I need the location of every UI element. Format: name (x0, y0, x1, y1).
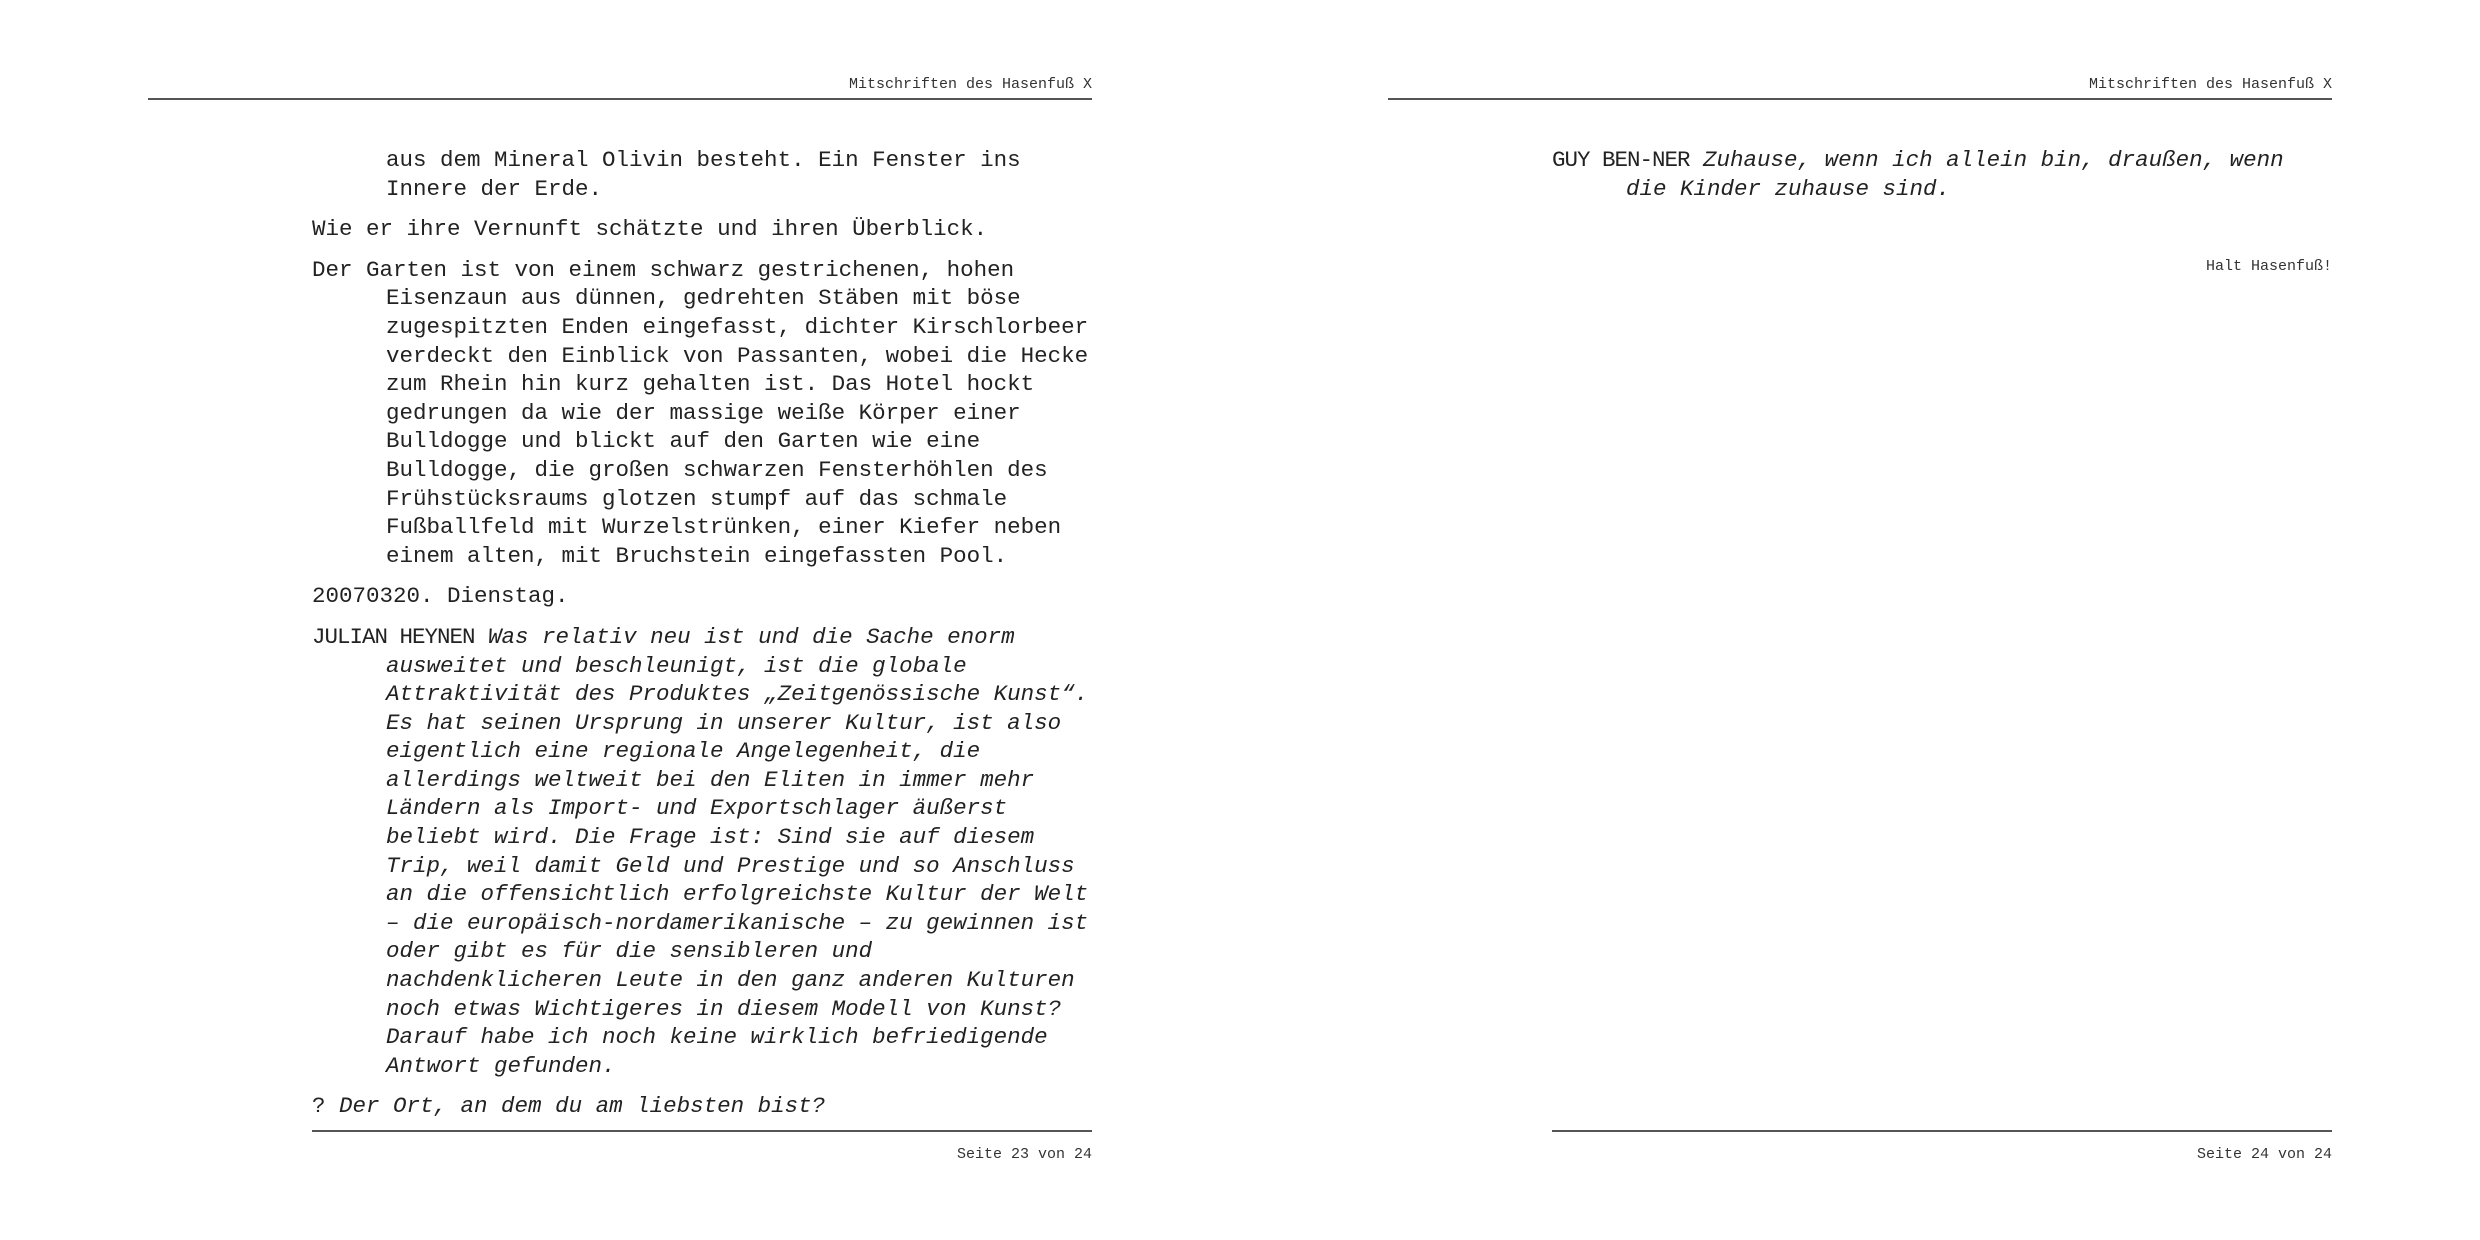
answer-paragraph (1552, 146, 2334, 203)
paragraph: Wie er ihre Vernunft schätzte und ihren Überblick. (312, 216, 988, 243)
running-header: Mitschriften des Hasenfuß X (848, 76, 1092, 93)
running-header: Mitschriften des Hasenfuß X (2088, 76, 2332, 93)
footer-rule (1552, 1130, 2332, 1132)
page-body (312, 146, 1094, 1133)
answer-text: Zuhause, wenn ich allein bin, draußen, wenn die Kinder zuhause sind. (1626, 147, 2284, 202)
footer-rule (312, 1130, 1092, 1132)
header-rule (148, 98, 1092, 100)
page-right (1240, 0, 2480, 1240)
question-text: Der Ort, an dem du am liebsten bist? (339, 1093, 826, 1120)
signoff: Halt Hasenfuß! (2205, 258, 2332, 275)
question-mark: ? (312, 1093, 326, 1120)
quote-paragraph (312, 623, 1094, 1081)
speaker-name: GUY BEN-NER (1552, 147, 1690, 173)
quote-text: Was relativ neu ist und die Sache enorm ausweitet und beschleunigt, ist die globale Attraktivität des Produktes „Zeitgenössische Kunst“. Es hat seinen Ursprung in unserer Kultur, ist also eigentlich eine regionale Angelegenheit, die allerdings weltweit bei den Eliten in immer mehr Ländern als Import- und Exportschlager äußerst beliebt wird. Die Frage ist: Sind sie auf diesem Trip, weil damit Geld und Prestige und so Anschluss an die offensichtlich erfolgreichste Kultur der Welt – die europäisch-nordamerikanische – zu gewinnen ist oder gibt es für die sensibleren und nachdenklicheren Leute in den ganz anderen Kulturen noch etwas Wichtigeres in diesem Modell von Kunst? Darauf habe ich noch keine wirklich befriedigende Antwort gefunden. (386, 623, 1089, 1079)
header-rule (1388, 98, 2332, 100)
page-number: Seite 24 von 24 (2196, 1146, 2332, 1163)
page-body (1552, 146, 2334, 215)
paragraph-garden: Der Garten ist von einem schwarz gestrichenen, hohen Eisenzaun aus dünnen, gedrehten Stäben mit böse zugespitzten Enden eingefasst, dichter Kirschlorbeer verdeckt den Einblick von Passanten, wobei die Hecke zum Rhein hin kurz gehalten ist. Das Hotel hockt gedrungen da wie der massige weiße Körper einer Bulldogge und blickt auf den Garten wie eine Bulldogge, die großen schwarzen Fensterhöhlen des Frühstücksraums glotzen stumpf auf das schmale Fußballfeld mit Wurzelstrünken, einer Kiefer neben einem alten, mit Bruchstein eingefassten Pool. (312, 256, 1089, 569)
speaker-name: JULIAN HEYNEN (312, 623, 475, 650)
date-entry: 20070320. Dienstag. (312, 583, 569, 610)
page-number: Seite 23 von 24 (956, 1146, 1092, 1163)
question-paragraph (312, 1092, 1094, 1121)
paragraph-continuation: aus dem Mineral Olivin besteht. Ein Fenster ins Innere der Erde. (386, 147, 1021, 202)
